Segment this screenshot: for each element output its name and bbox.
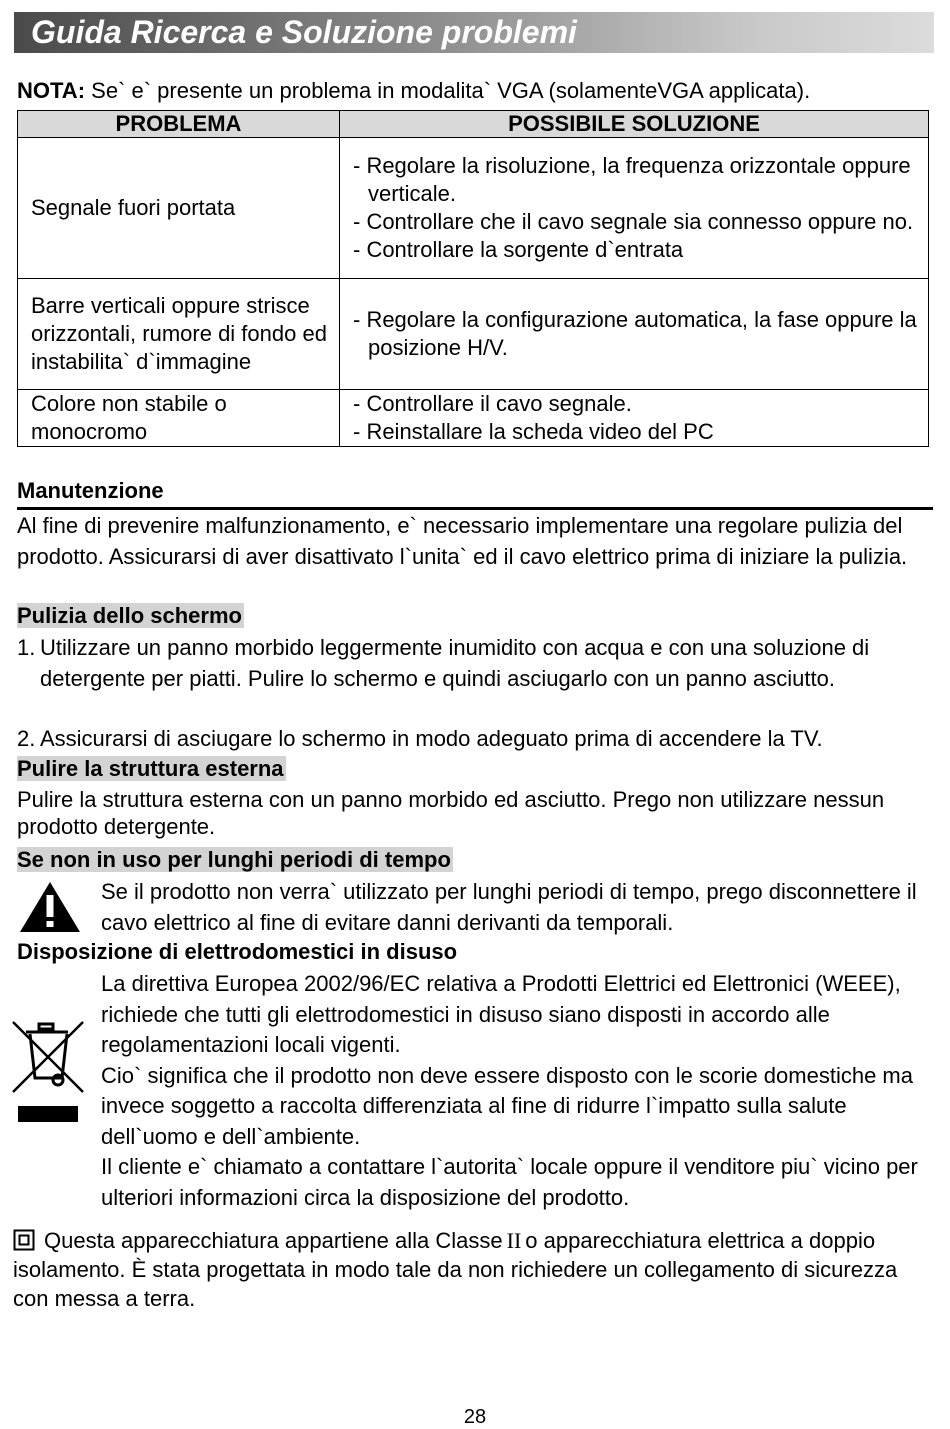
section-divider <box>17 507 933 510</box>
exterior-cleaning-title <box>17 756 286 782</box>
solution-line: - Reinstallare la scheda video del PC <box>353 419 714 444</box>
exterior-cleaning-text: Pulire la struttura esterna con un panno morbido ed asciutto. Prego non utilizzare nessun prodotto detergente. <box>17 787 885 839</box>
troubleshooting-table <box>17 110 929 447</box>
table-row <box>18 390 929 447</box>
problem-cell: Barre verticali oppure strisce orizzontali, rumore di fondo ed instabilita` d`immagine <box>18 279 340 390</box>
note-text: Se` e` presente un problema in modalita` VGA (solamenteVGA applicata). <box>85 78 811 103</box>
warning-triangle-icon <box>18 880 82 934</box>
disposal-text <box>101 969 931 1213</box>
class-ii-double-square-icon <box>13 1229 35 1251</box>
table-row <box>18 138 929 279</box>
long-periods-heading: Se non in uso per lunghi periodi di tempo <box>17 847 451 872</box>
disposal-title: Disposizione di elettrodomestici in disuso <box>17 939 458 964</box>
class-ii-text-before: Questa apparecchiatura appartiene alla Classe <box>44 1228 503 1253</box>
list-text: Utilizzare un panno morbido leggermente inumidito con acqua e con una soluzione di detergente per piatti. Pulire lo schermo e quindi asciugarlo con un panno asciutto. <box>40 635 870 691</box>
exterior-cleaning-heading: Pulire la struttura esterna <box>17 756 284 781</box>
table-row <box>18 279 929 390</box>
list-item <box>17 724 917 755</box>
maintenance-title: Manutenzione <box>17 478 164 503</box>
solution-line: - Regolare la risoluzione, la frequenza orizzontale oppure verticale. <box>353 153 911 206</box>
screen-cleaning-title <box>17 603 244 629</box>
disposal-paragraph: Cio` significa che il prodotto non deve essere disposto con le scorie domestiche ma invece soggetto a raccolta differenziata al fine di ridurre l`impatto sulla salute dell`uomo e dell`ambiente. <box>101 1062 913 1149</box>
disposal-paragraph: La direttiva Europea 2002/96/EC relativa a Prodotti Elettrici ed Elettronici (WEEE), richiede che tutti gli elettrodomestici in disuso siano disposti in accordo alle regolamentazioni locali vigenti. <box>101 971 901 1057</box>
class-ii-roman: II <box>506 1228 522 1253</box>
solution-line: - Regolare la configurazione automatica, la fase oppure la posizione H/V. <box>353 307 917 360</box>
solution-line: - Controllare il cavo segnale. <box>353 391 632 416</box>
list-number: 1. <box>17 635 36 660</box>
long-periods-text: Se il prodotto non verra` utilizzato per lunghi periodi di tempo, prego disconnettere il cavo elettrico al fine di evitare danni derivanti da temporali. <box>101 879 917 935</box>
list-text: Assicurarsi di asciugare lo schermo in modo adeguato prima di accendere la TV. <box>40 726 823 751</box>
table-header-row <box>18 111 929 138</box>
list-number: 2. <box>17 726 36 751</box>
solution-line: - Controllare la sorgente d`entrata <box>353 237 684 262</box>
class-ii-notice <box>13 1226 933 1313</box>
solution-cell <box>340 390 929 447</box>
vga-note <box>17 78 810 104</box>
maintenance-intro: Al fine di prevenire malfunzionamento, e` necessario implementare una regolare pulizia del prodotto. Assicurarsi di aver disattivato l`unita` ed il cavo elettrico prima di iniziare la pulizia. <box>17 513 908 569</box>
disposal-paragraph: Il cliente e` chiamato a contattare l`autorita` locale oppure il venditore piu` vicino per ulteriori informazioni circa la disposizione del prodotto. <box>101 1154 918 1210</box>
solution-cell <box>340 138 929 279</box>
solution-line: - Controllare che il cavo segnale sia connesso oppure no. <box>353 209 914 234</box>
note-label: NOTA: <box>17 78 86 103</box>
solution-cell <box>340 279 929 390</box>
problem-cell: Colore non stabile o monocromo <box>18 390 340 447</box>
header-problem: PROBLEMA <box>18 111 340 138</box>
weee-crossed-bin-icon <box>10 1016 86 1128</box>
long-periods-title <box>17 847 453 873</box>
page-title: Guida Ricerca e Soluzione problemi <box>14 12 934 53</box>
class-ii-text-after: o apparecchiatura elettrica a doppio isolamento. È stata progettata in modo tale da non richiedere un collegamento di sicurezza con messa a terra. <box>13 1228 898 1311</box>
screen-cleaning-heading: Pulizia dello schermo <box>17 603 242 628</box>
list-item <box>17 633 917 694</box>
page-number: 28 <box>463 1406 487 1428</box>
problem-cell: Segnale fuori portata <box>18 138 340 279</box>
header-solution: POSSIBILE SOLUZIONE <box>340 111 929 138</box>
